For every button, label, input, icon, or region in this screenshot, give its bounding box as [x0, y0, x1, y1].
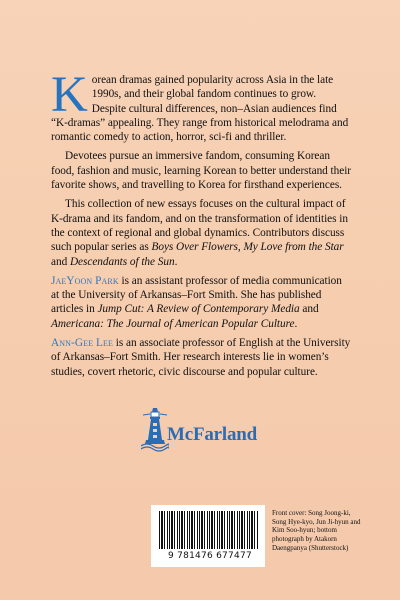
author-bio-jaeyoon-park-text-c: . — [294, 317, 298, 330]
blurb-paragraph-3 — [51, 197, 351, 268]
series-title-descendants-of-the-sun: Descendants of the Sun — [69, 255, 175, 268]
blurb-paragraph-3-and: and — [51, 255, 70, 268]
blurb-paragraph-1-text: orean dramas gained popularity across Asia in the late 1990s, and their global fandom continues to grow. Despite cultural differences, non–Asian audiences find “K-dramas” appealing. They range from historical melodrama and romantic comedy to action, horror, sci-fi and thriller. — [51, 74, 349, 144]
author-name-jaeyoon-park: JaeYoon Park — [51, 274, 119, 287]
isbn-barcode — [151, 505, 265, 567]
blurb-paragraph-1 — [51, 67, 351, 144]
author-bio-jaeyoon-park-text-a: is an assistant professor of media communication at the University of Arkansas–Fort Smith. She has published articles in — [51, 274, 342, 316]
author-bio-ann-gee-lee-text: is an associate professor of English at the University of Arkansas–Fort Smith. Her research interests lie in women’s studies, covert rhetoric, civic discourse and popular culture. — [51, 337, 351, 378]
author-name-ann-gee-lee: Ann-Gee Lee — [51, 337, 114, 350]
author-bio-jaeyoon-park — [51, 274, 351, 331]
blurb-paragraph-3-end: . — [174, 255, 178, 268]
publication-americana: Americana: The Journal of American Popular Culture — [51, 317, 295, 330]
publisher-logo — [141, 402, 265, 452]
series-title-boys-over-flowers: Boys Over Flowers — [151, 241, 238, 254]
blurb-paragraph-2: Devotees pursue an immersive fandom, consuming Korean food, fashion and music, learning Korean to better understand their favorite shows, and travelling to Korea for firsthand experiences. — [51, 150, 352, 192]
cover-copy — [51, 67, 352, 384]
lighthouse-icon — [141, 402, 169, 452]
publication-jump-cut: Jump Cut: A Review of Contemporary Media — [97, 303, 300, 316]
author-bio-jaeyoon-park-text-b: and — [299, 303, 319, 316]
drop-cap: K — [51, 67, 88, 123]
cover-photo-credit: Front cover: Song Joong-ki, Song Hye-kyo, Jun Ji-hyun and Kim Soo-hyun; bottom photograph by Atakorn Daengpanya (Shutterstock) — [272, 509, 361, 552]
publisher-name: McFarland — [167, 424, 258, 445]
blurb-paragraph-3-text-a: This collection of new essays focuses on the cultural impact of K-drama and its fandom, and on the transformation of identities in the context of regional and global dynamics. Contributors discuss such popular series as — [51, 198, 348, 254]
barcode-bars — [159, 511, 259, 549]
blurb-paragraph-3-comma: , — [237, 241, 244, 254]
author-bio-ann-gee-lee — [51, 336, 351, 379]
series-title-my-love-from-the-star: My Love from the Star — [243, 241, 344, 254]
isbn-number: 9 781476 677477 — [168, 551, 252, 561]
